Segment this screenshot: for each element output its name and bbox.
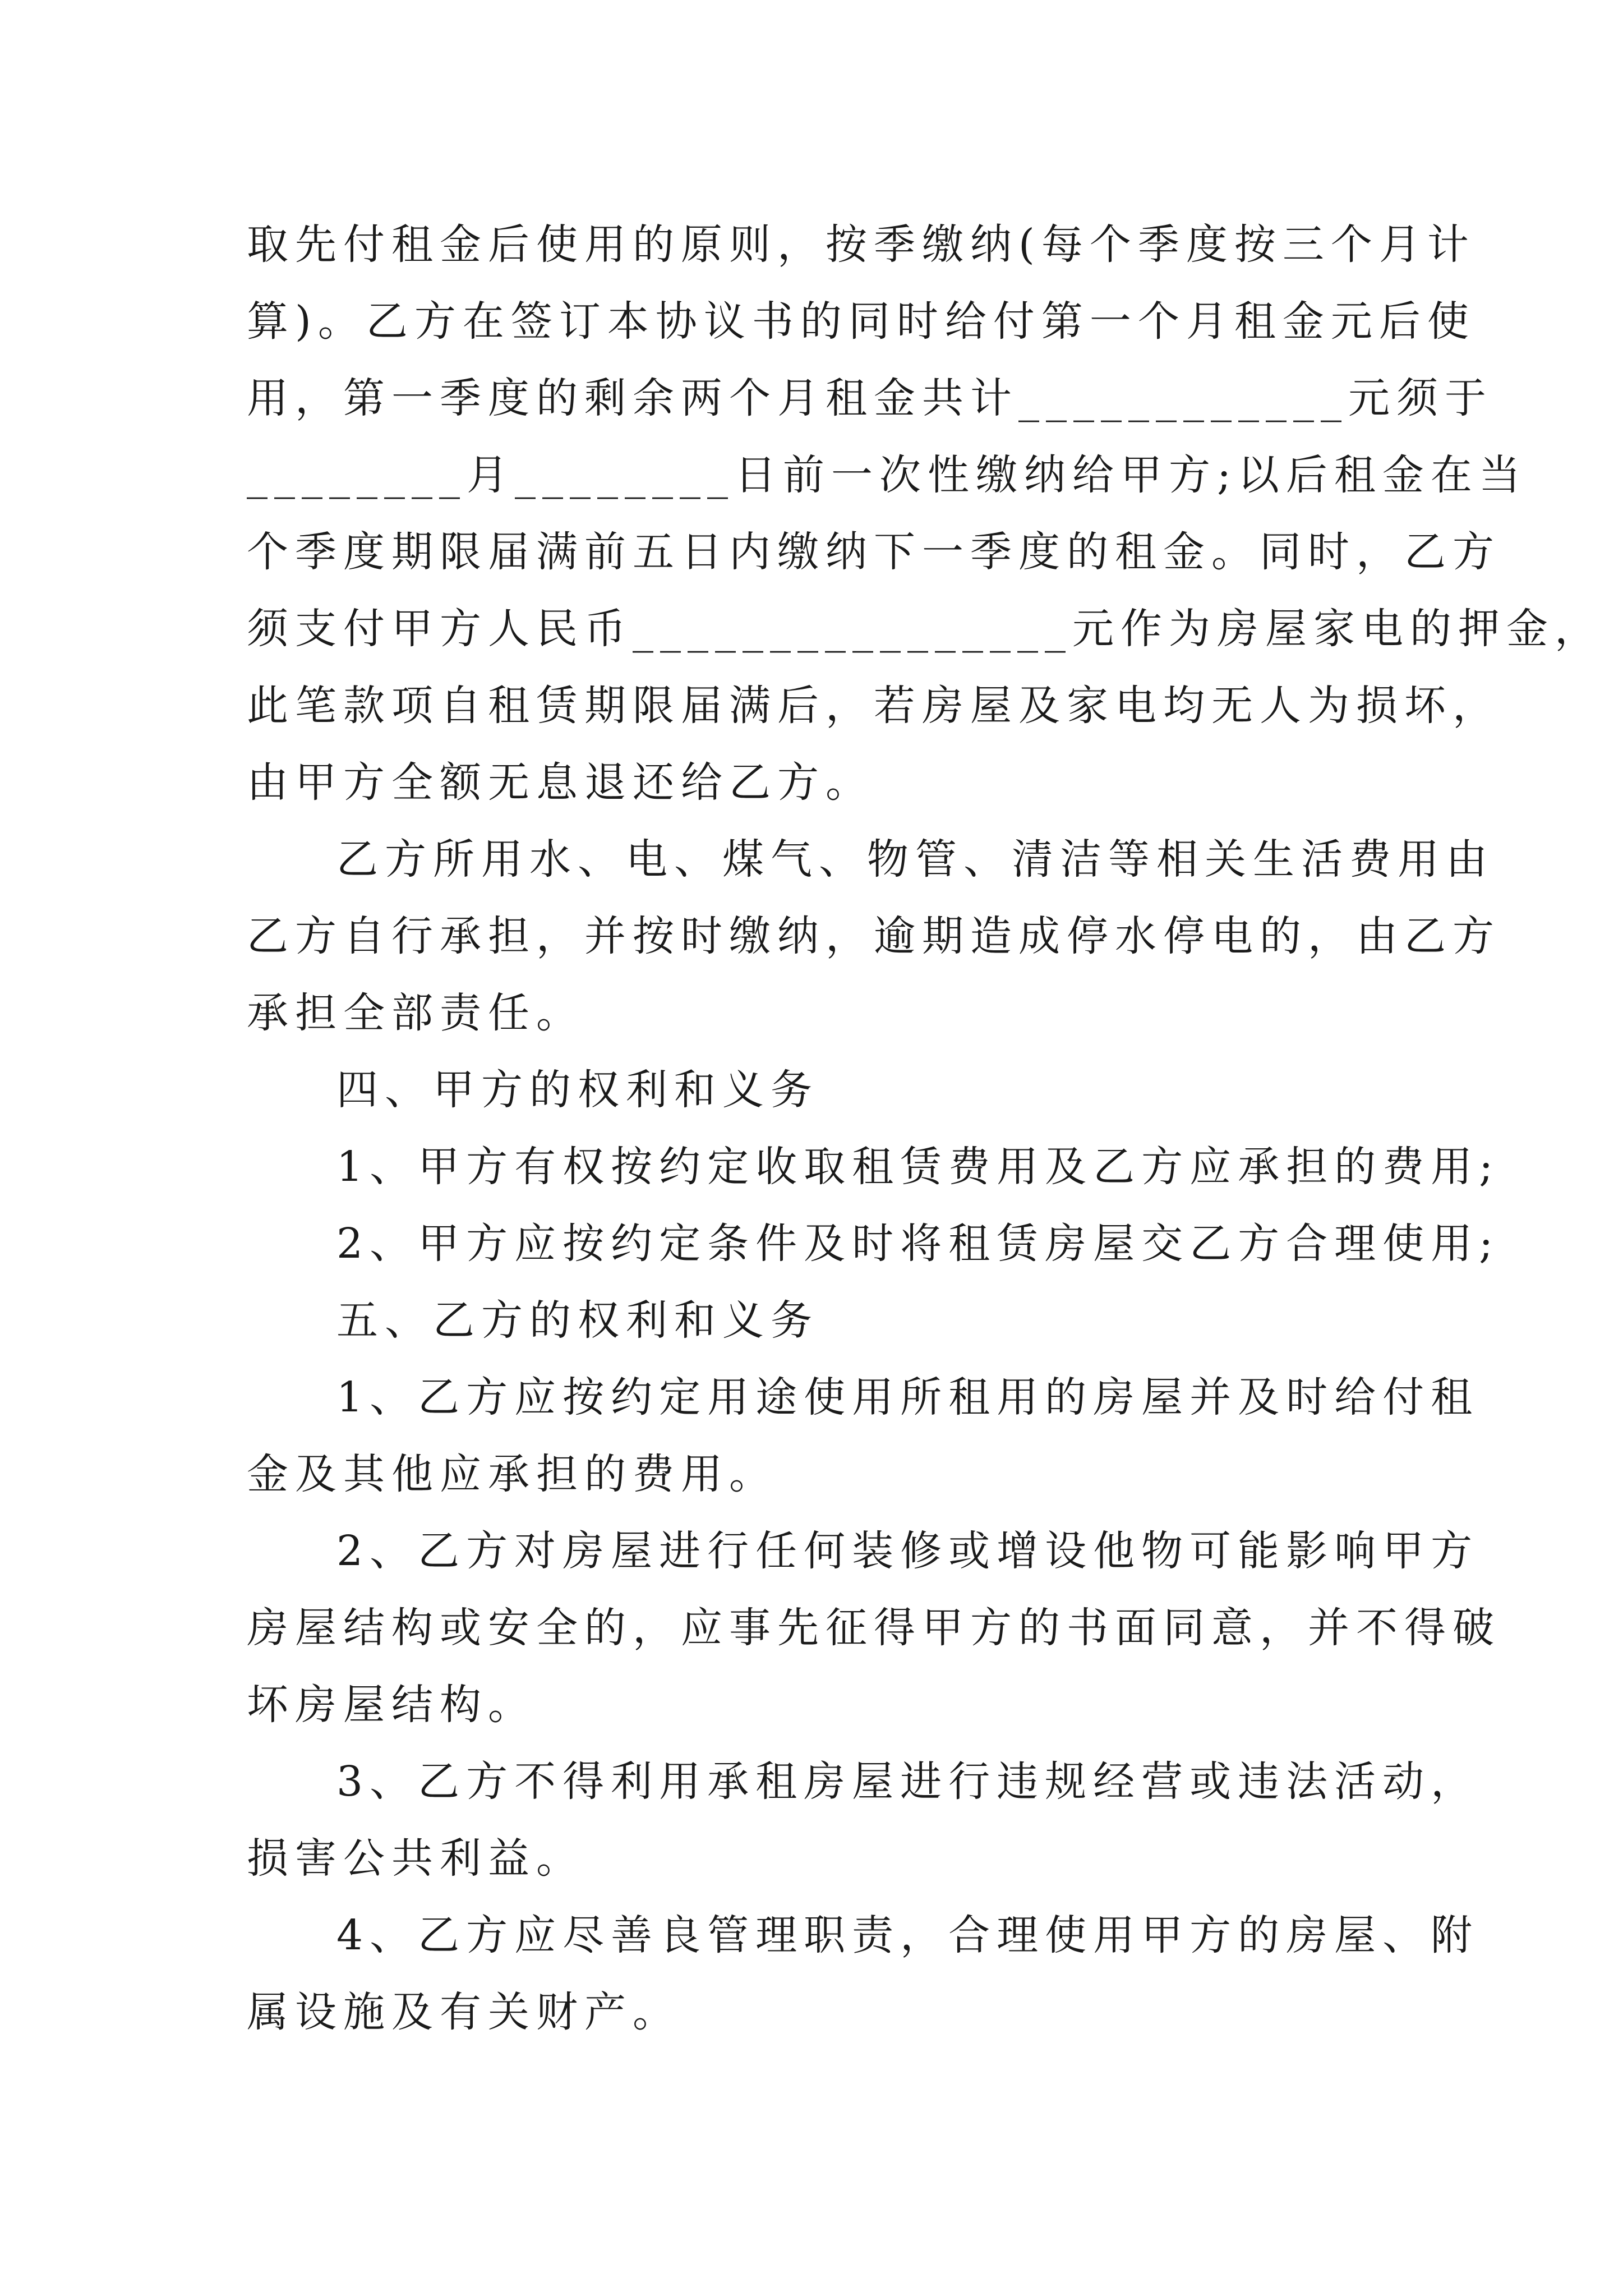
text-line [247,1820,1380,1897]
line-text: 算)。乙方在签订本协议书的同时给付第一个月租金元后使 [247,297,1476,346]
line-text: 元须于 [1348,374,1493,422]
section-heading [247,1052,1380,1129]
text-line [247,898,1501,975]
heading-text: 四、甲方的权利和义务 [336,1066,819,1114]
line-text: 2、乙方对房屋进行任何装修或增设他物可能影响甲方 [336,1527,1479,1575]
line-text: 2、甲方应按约定条件及时将租赁房屋交乙方合理使用; [336,1220,1500,1268]
list-item [247,1513,1479,1590]
text-line [247,668,1501,744]
line-text: 坏房屋结构。 [247,1681,536,1729]
line-text: 3、乙方不得利用承租房屋进行违规经营或违法活动， [336,1757,1479,1806]
line-text: 属设施及有关财产。 [247,1988,681,2036]
line-text: 用，第一季度的剩余两个月租金共计 [247,374,1018,422]
line-text: 月 [467,451,515,499]
line-text: 须支付甲方人民币 [247,605,633,653]
text-line [247,1974,1380,2051]
line-text: 取先付租金后使用的原则，按季缴纳(每个季度按三个月计 [247,220,1476,269]
text-line [247,1436,1380,1513]
line-text: 承担全部责任。 [247,989,584,1037]
line-text: 4、乙方应尽善良管理职责，合理使用甲方的房屋、附 [336,1911,1479,1959]
heading-text: 五、乙方的权利和义务 [336,1296,819,1345]
text-line [247,975,1380,1052]
list-item [247,1897,1479,1974]
text-line [247,437,1527,514]
text-line [247,1667,1380,1743]
line-text: 1、甲方有权按约定收取租赁费用及乙方应承担的费用; [336,1143,1500,1191]
text-line [247,744,1380,821]
line-text: 1、乙方应按约定用途使用所租用的房屋并及时给付租 [336,1373,1479,1421]
month-blank: ________ [247,451,467,499]
line-text: 元作为房屋家电的押金， [1072,605,1603,653]
text-line [247,821,1494,898]
line-text: 乙方所用水、电、煤气、物管、清洁等相关生活费用由 [336,835,1494,884]
list-item [247,1129,1500,1205]
rent-amount-blank: ____________ [1018,374,1348,422]
line-text: 日前一次性缴纳给甲方;以后租金在当 [735,451,1527,499]
line-text: 金及其他应承担的费用。 [247,1450,777,1498]
line-text: 个季度期限届满前五日内缴纳下一季度的租金。同时，乙方 [247,528,1501,576]
list-item [247,1359,1479,1436]
contract-body-text [247,206,1603,2051]
text-line [247,360,1493,437]
line-text: 损害公共利益。 [247,1834,584,1883]
list-item [247,1743,1479,1820]
text-line [247,591,1603,668]
day-blank: ________ [515,451,735,499]
text-line [247,283,1476,360]
section-heading [247,1282,1380,1359]
line-text: 此笔款项自租赁期限届满后，若房屋及家电均无人为损坏， [247,682,1501,730]
line-text: 房屋结构或安全的，应事先征得甲方的书面同意，并不得破 [247,1604,1501,1652]
line-text: 乙方自行承担，并按时缴纳，逾期造成停水停电的，由乙方 [247,912,1501,960]
text-line [247,206,1476,283]
text-line [247,1590,1501,1667]
deposit-amount-blank: ________________ [633,605,1072,653]
text-line [247,514,1501,591]
line-text: 由甲方全额无息退还给乙方。 [247,758,874,807]
list-item [247,1205,1500,1282]
